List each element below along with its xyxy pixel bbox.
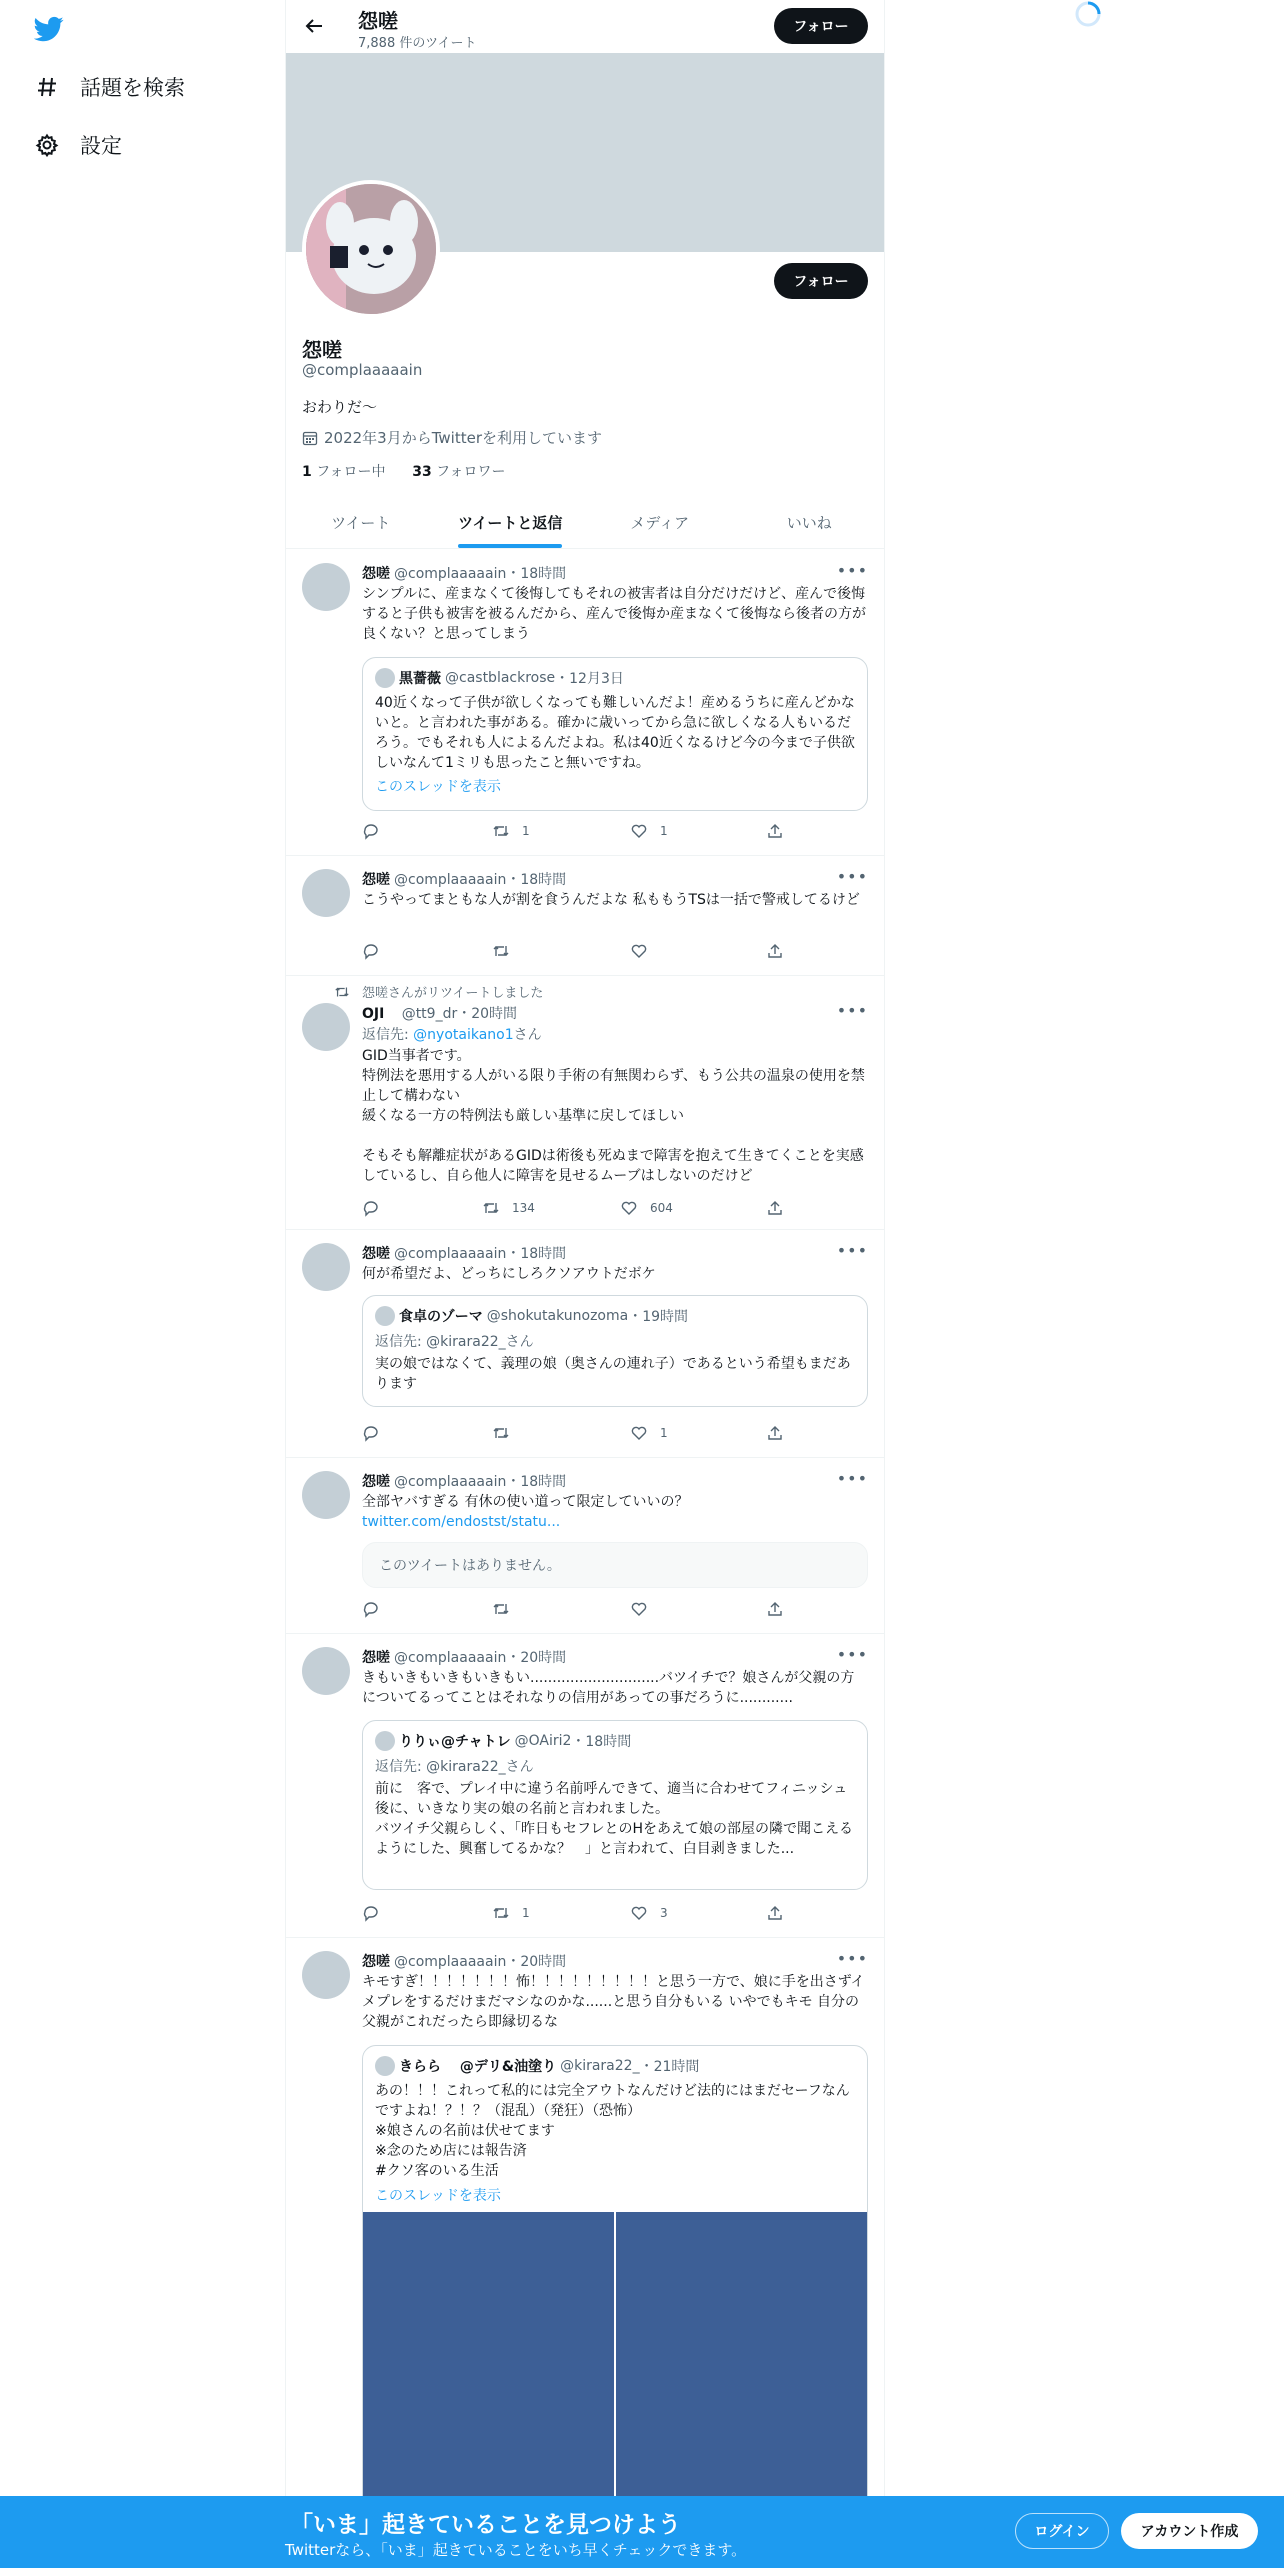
tweet-header: 怨嗟 @complaaaaain・18時間 — [362, 566, 567, 582]
avatar[interactable] — [302, 1951, 350, 1999]
tweet-header: 怨嗟 @complaaaaain・20時間 — [362, 1954, 567, 1970]
quote-text: 40近くなって子供が欲しくなっても難しいんだよ！産めるうちに産んどかないと。と言われた事がある。確かに歳いってから急に欲しくなる人もいるだろう。でもそれも人によるんだよね。私は40近くなるけど今の今まで子供欲しいなんて1ミリも思ったこと無いですね。 — [375, 695, 855, 771]
reply-icon — [362, 1904, 380, 1922]
profile-name: 怨嗟 — [302, 338, 342, 362]
reply-icon — [362, 822, 380, 840]
like-count: 1 — [660, 1426, 668, 1440]
tweet-text: 何が希望だよ、どっちにしろクソアウトだボケ — [362, 1266, 656, 1282]
quote-tweet[interactable] — [362, 2045, 868, 2568]
quote-header: 黒薔薇 @castblackrose ・12月3日 — [375, 668, 624, 688]
quote-reply-to: 返信先: @kirara22_さん — [375, 1334, 534, 1350]
gear-icon — [34, 132, 60, 158]
quote-avatar — [375, 668, 395, 688]
share-button[interactable] — [766, 1199, 796, 1217]
tweet-item[interactable] — [286, 1458, 884, 1634]
retweet-icon — [492, 822, 510, 840]
tweet-item[interactable] — [286, 1634, 884, 1938]
more-icon[interactable]: ••• — [836, 1645, 868, 1664]
retweet-count: 1 — [522, 824, 530, 838]
reply-button[interactable] — [362, 1424, 392, 1442]
tweet-actions — [362, 822, 782, 842]
tweet-actions — [362, 1600, 782, 1620]
quote-avatar — [375, 2056, 395, 2076]
heart-icon — [630, 942, 648, 960]
tweet-actions — [362, 942, 782, 962]
profile-tabs — [286, 497, 884, 549]
tweet-item[interactable] — [286, 856, 884, 976]
tweet-text: こうやってまともな人が割を食うんだよな 私ももうTSは一括で警戒してるけど — [362, 892, 860, 908]
share-icon — [766, 1424, 784, 1442]
share-icon — [766, 942, 784, 960]
retweet-icon — [492, 942, 510, 960]
share-button[interactable] — [766, 1600, 796, 1618]
header-follow-button[interactable]: フォロー — [774, 8, 868, 44]
retweet-button[interactable] — [492, 942, 522, 960]
retweeted-label: 怨嗟さんがリツイートしました — [334, 982, 543, 1001]
retweet-button[interactable] — [492, 1904, 530, 1922]
profile-header-bar — [286, 0, 884, 53]
like-button[interactable] — [630, 1904, 668, 1922]
nav-settings[interactable] — [34, 125, 122, 165]
tab-tweets[interactable]: ツイート — [331, 514, 391, 532]
followers-label: フォロワー — [436, 464, 506, 480]
quote-tweet[interactable] — [362, 657, 868, 811]
share-icon — [766, 822, 784, 840]
heart-icon — [630, 822, 648, 840]
tweet-text: キモすぎ！！！！！！！怖！！！！！！！！！と思う一方で、娘に手を出さずイメプレをするだけまだマシなのかな......と思う自分もいる いやでもキモ 自分の父親がこれだったら即縁切るな — [362, 1974, 865, 2030]
retweet-button[interactable] — [492, 1600, 522, 1618]
tweet-item[interactable] — [286, 1938, 884, 2568]
tweet-actions — [362, 1904, 782, 1924]
avatar[interactable] — [302, 1243, 350, 1291]
tweet-item[interactable] — [286, 1230, 884, 1458]
tweet-item[interactable] — [286, 976, 884, 1230]
tweet-link[interactable]: twitter.com/endostst/statu... — [362, 1514, 561, 1530]
quote-header: 食卓のゾーマ @shokutakunozoma ・19時間 — [375, 1306, 688, 1326]
signup-banner — [0, 2496, 1284, 2568]
reply-button[interactable] — [362, 1199, 392, 1217]
quote-header: きらら @デリ&油塗り @kirara22_ ・21時間 — [375, 2056, 699, 2076]
hashtag-icon — [34, 74, 60, 100]
retweet-count: 1 — [522, 1906, 530, 1920]
like-button[interactable] — [630, 822, 668, 840]
tweet-text: きもいきもいきもいきもい.............................バツイチで？娘さんが父親の方についてるってことはそれなりの信用があっての事だろうに............ — [362, 1670, 855, 1706]
unavailable-tweet: このツイートはありません。 — [362, 1542, 868, 1588]
reply-to: 返信先: @nyotaikano1さん — [362, 1027, 542, 1043]
reply-button[interactable] — [362, 1904, 392, 1922]
like-count: 604 — [650, 1201, 673, 1215]
tweet-header: 怨嗟 @complaaaaain・18時間 — [362, 872, 567, 888]
tab-tweets-and-replies[interactable]: ツイートと返信 — [436, 497, 586, 548]
share-button[interactable] — [766, 942, 796, 960]
reply-to-link[interactable]: @nyotaikano1 — [413, 1027, 514, 1043]
following-label: フォロー中 — [316, 464, 386, 480]
tweet-header: 怨嗟 @complaaaaain・18時間 — [362, 1474, 567, 1490]
following-link[interactable] — [302, 464, 386, 480]
followers-count: 33 — [412, 464, 432, 480]
retweet-icon — [334, 984, 350, 1000]
left-navigation — [0, 0, 285, 2568]
more-icon[interactable]: ••• — [836, 1241, 868, 1260]
share-icon — [766, 1600, 784, 1618]
tweet-text: 全部ヤバすぎる 有休の使い道って限定していいの？ twitter.com/endostst/statu... — [362, 1492, 868, 1532]
followers-link[interactable] — [412, 464, 505, 480]
reply-icon — [362, 1424, 380, 1442]
profile-joined — [302, 427, 602, 448]
following-count: 1 — [302, 464, 312, 480]
tab-media[interactable]: メディア — [630, 514, 690, 532]
back-arrow-icon[interactable] — [302, 14, 326, 38]
tweet-text: GID当事者です。 特例法を悪用する人がいる限り手術の有無関わらず、もう公共の温泉の使用を禁止して構わない 緩くなる一方の特例法も厳しい基準に戻してほしい そもそも解離症状があるGIDは術後も死ぬまで障害を抱えて生きてくことを実感しているし、自ら他人に障害を見せるムーブはしないのだけど — [362, 1048, 865, 1184]
tab-likes[interactable]: いいね — [786, 514, 832, 532]
retweet-count: 134 — [512, 1201, 535, 1215]
signup-banner-title: 「いま」起きていることを見つけよう — [290, 2512, 681, 2538]
like-button[interactable] — [630, 1424, 668, 1442]
header-name: 怨嗟 — [358, 9, 398, 33]
share-button[interactable] — [766, 822, 796, 840]
avatar[interactable] — [302, 1471, 350, 1519]
calendar-icon — [302, 430, 318, 446]
avatar[interactable] — [302, 1003, 350, 1051]
loading-spinner-icon — [1074, 0, 1102, 28]
show-thread-link[interactable]: このスレッドを表示 — [375, 779, 501, 795]
show-thread-link[interactable]: このスレッドを表示 — [375, 2188, 501, 2204]
like-button[interactable] — [630, 1600, 660, 1618]
reply-button[interactable] — [362, 942, 392, 960]
quote-tweet[interactable] — [362, 1720, 868, 1890]
retweet-button[interactable] — [492, 822, 530, 840]
quote-avatar — [375, 1306, 395, 1326]
reply-button[interactable] — [362, 1600, 392, 1618]
avatar[interactable] — [302, 869, 350, 917]
profile-bio: おわりだ〜 — [302, 398, 378, 416]
quote-avatar — [375, 1731, 395, 1751]
quote-text: 実の娘ではなくて、義理の娘（奥さんの連れ子）であるという希望もまだあります — [375, 1356, 851, 1392]
share-icon — [766, 1904, 784, 1922]
retweet-icon — [492, 1904, 510, 1922]
signup-button[interactable]: アカウント作成 — [1121, 2513, 1258, 2549]
quote-header: りりぃ@チャトレ @OAiri2 ・18時間 — [375, 1731, 631, 1751]
profile-avatar[interactable] — [302, 180, 440, 318]
more-icon[interactable]: ••• — [836, 561, 868, 580]
quote-tweet[interactable] — [362, 1295, 868, 1407]
retweet-button[interactable] — [482, 1199, 535, 1217]
retweet-icon — [482, 1199, 500, 1217]
retweet-icon — [492, 1600, 510, 1618]
nav-explore-label: 話題を検索 — [80, 76, 185, 100]
like-count: 3 — [660, 1906, 668, 1920]
heart-icon — [630, 1424, 648, 1442]
avatar[interactable] — [302, 1647, 350, 1695]
reply-icon — [362, 1600, 380, 1618]
quote-reply-to: 返信先: @kirara22_さん — [375, 1759, 534, 1775]
tweet-item[interactable] — [286, 550, 884, 856]
tweet-text: シンプルに、産まなくて後悔してもそれの被害者は自分だけだけど、産んで後悔すると子供も被害を被るんだから、産んで後悔か産まなくて後悔なら後者の方が良くない？と思ってしまう — [362, 586, 866, 642]
like-button[interactable] — [630, 942, 660, 960]
more-icon[interactable]: ••• — [836, 1949, 868, 1968]
signup-banner-subtitle: Twitterなら、「いま」起きていることをいち早くチェックできます。 — [285, 2541, 747, 2559]
heart-icon — [620, 1199, 638, 1217]
profile-follow-button[interactable]: フォロー — [774, 263, 868, 299]
heart-icon — [630, 1600, 648, 1618]
main-column — [285, 0, 885, 2568]
login-button[interactable]: ログイン — [1015, 2513, 1109, 2549]
reply-icon — [362, 1199, 380, 1217]
tweet-actions — [362, 1424, 782, 1444]
tweet-header: 怨嗟 @complaaaaain・20時間 — [362, 1650, 567, 1666]
share-icon — [766, 1199, 784, 1217]
share-button[interactable] — [766, 1424, 796, 1442]
reply-button[interactable] — [362, 822, 392, 840]
like-count: 1 — [660, 824, 668, 838]
reply-icon — [362, 942, 380, 960]
profile-stats — [302, 461, 505, 481]
quote-text: あの！！！これって私的には完全アウトなんだけど法的にはまだセーフなんですよね！？！？（混乱）（発狂）（恐怖） ※娘さんの名前は伏せてます ※念のため店には報告済 #クソ客のいる生活 — [375, 2083, 850, 2179]
like-button[interactable] — [620, 1199, 673, 1217]
avatar[interactable] — [302, 563, 350, 611]
retweet-button[interactable] — [492, 1424, 522, 1442]
tweet-actions — [362, 1199, 782, 1219]
more-icon[interactable]: ••• — [836, 1001, 868, 1020]
more-icon[interactable]: ••• — [836, 1469, 868, 1488]
twitter-logo-icon[interactable] — [34, 14, 64, 44]
retweet-icon — [492, 1424, 510, 1442]
header-tweet-count: 7,888 件のツイート — [358, 36, 477, 51]
heart-icon — [630, 1904, 648, 1922]
tweet-header: 怨嗟 @complaaaaain・18時間 — [362, 1246, 567, 1262]
nav-settings-label: 設定 — [80, 134, 122, 158]
more-icon[interactable]: ••• — [836, 867, 868, 886]
share-button[interactable] — [766, 1904, 796, 1922]
profile-handle: @complaaaaain — [302, 361, 423, 379]
nav-explore[interactable] — [34, 67, 185, 107]
profile-joined-text: 2022年3月からTwitterを利用しています — [324, 429, 602, 447]
quote-text: 前に 客で、プレイ中に違う名前呼んできて、適当に合わせてフィニッシュ後に、いきなり実の娘の名前と言われました。 バツイチ父親らしく、「昨日もセフレとのHをあえて娘の部屋の隣で聞こえるようにした、興奮してるかな？ 」と言われて、白目剥きました... — [375, 1781, 853, 1857]
tweet-header: OJI @tt9_dr・20時間 — [362, 1006, 518, 1022]
